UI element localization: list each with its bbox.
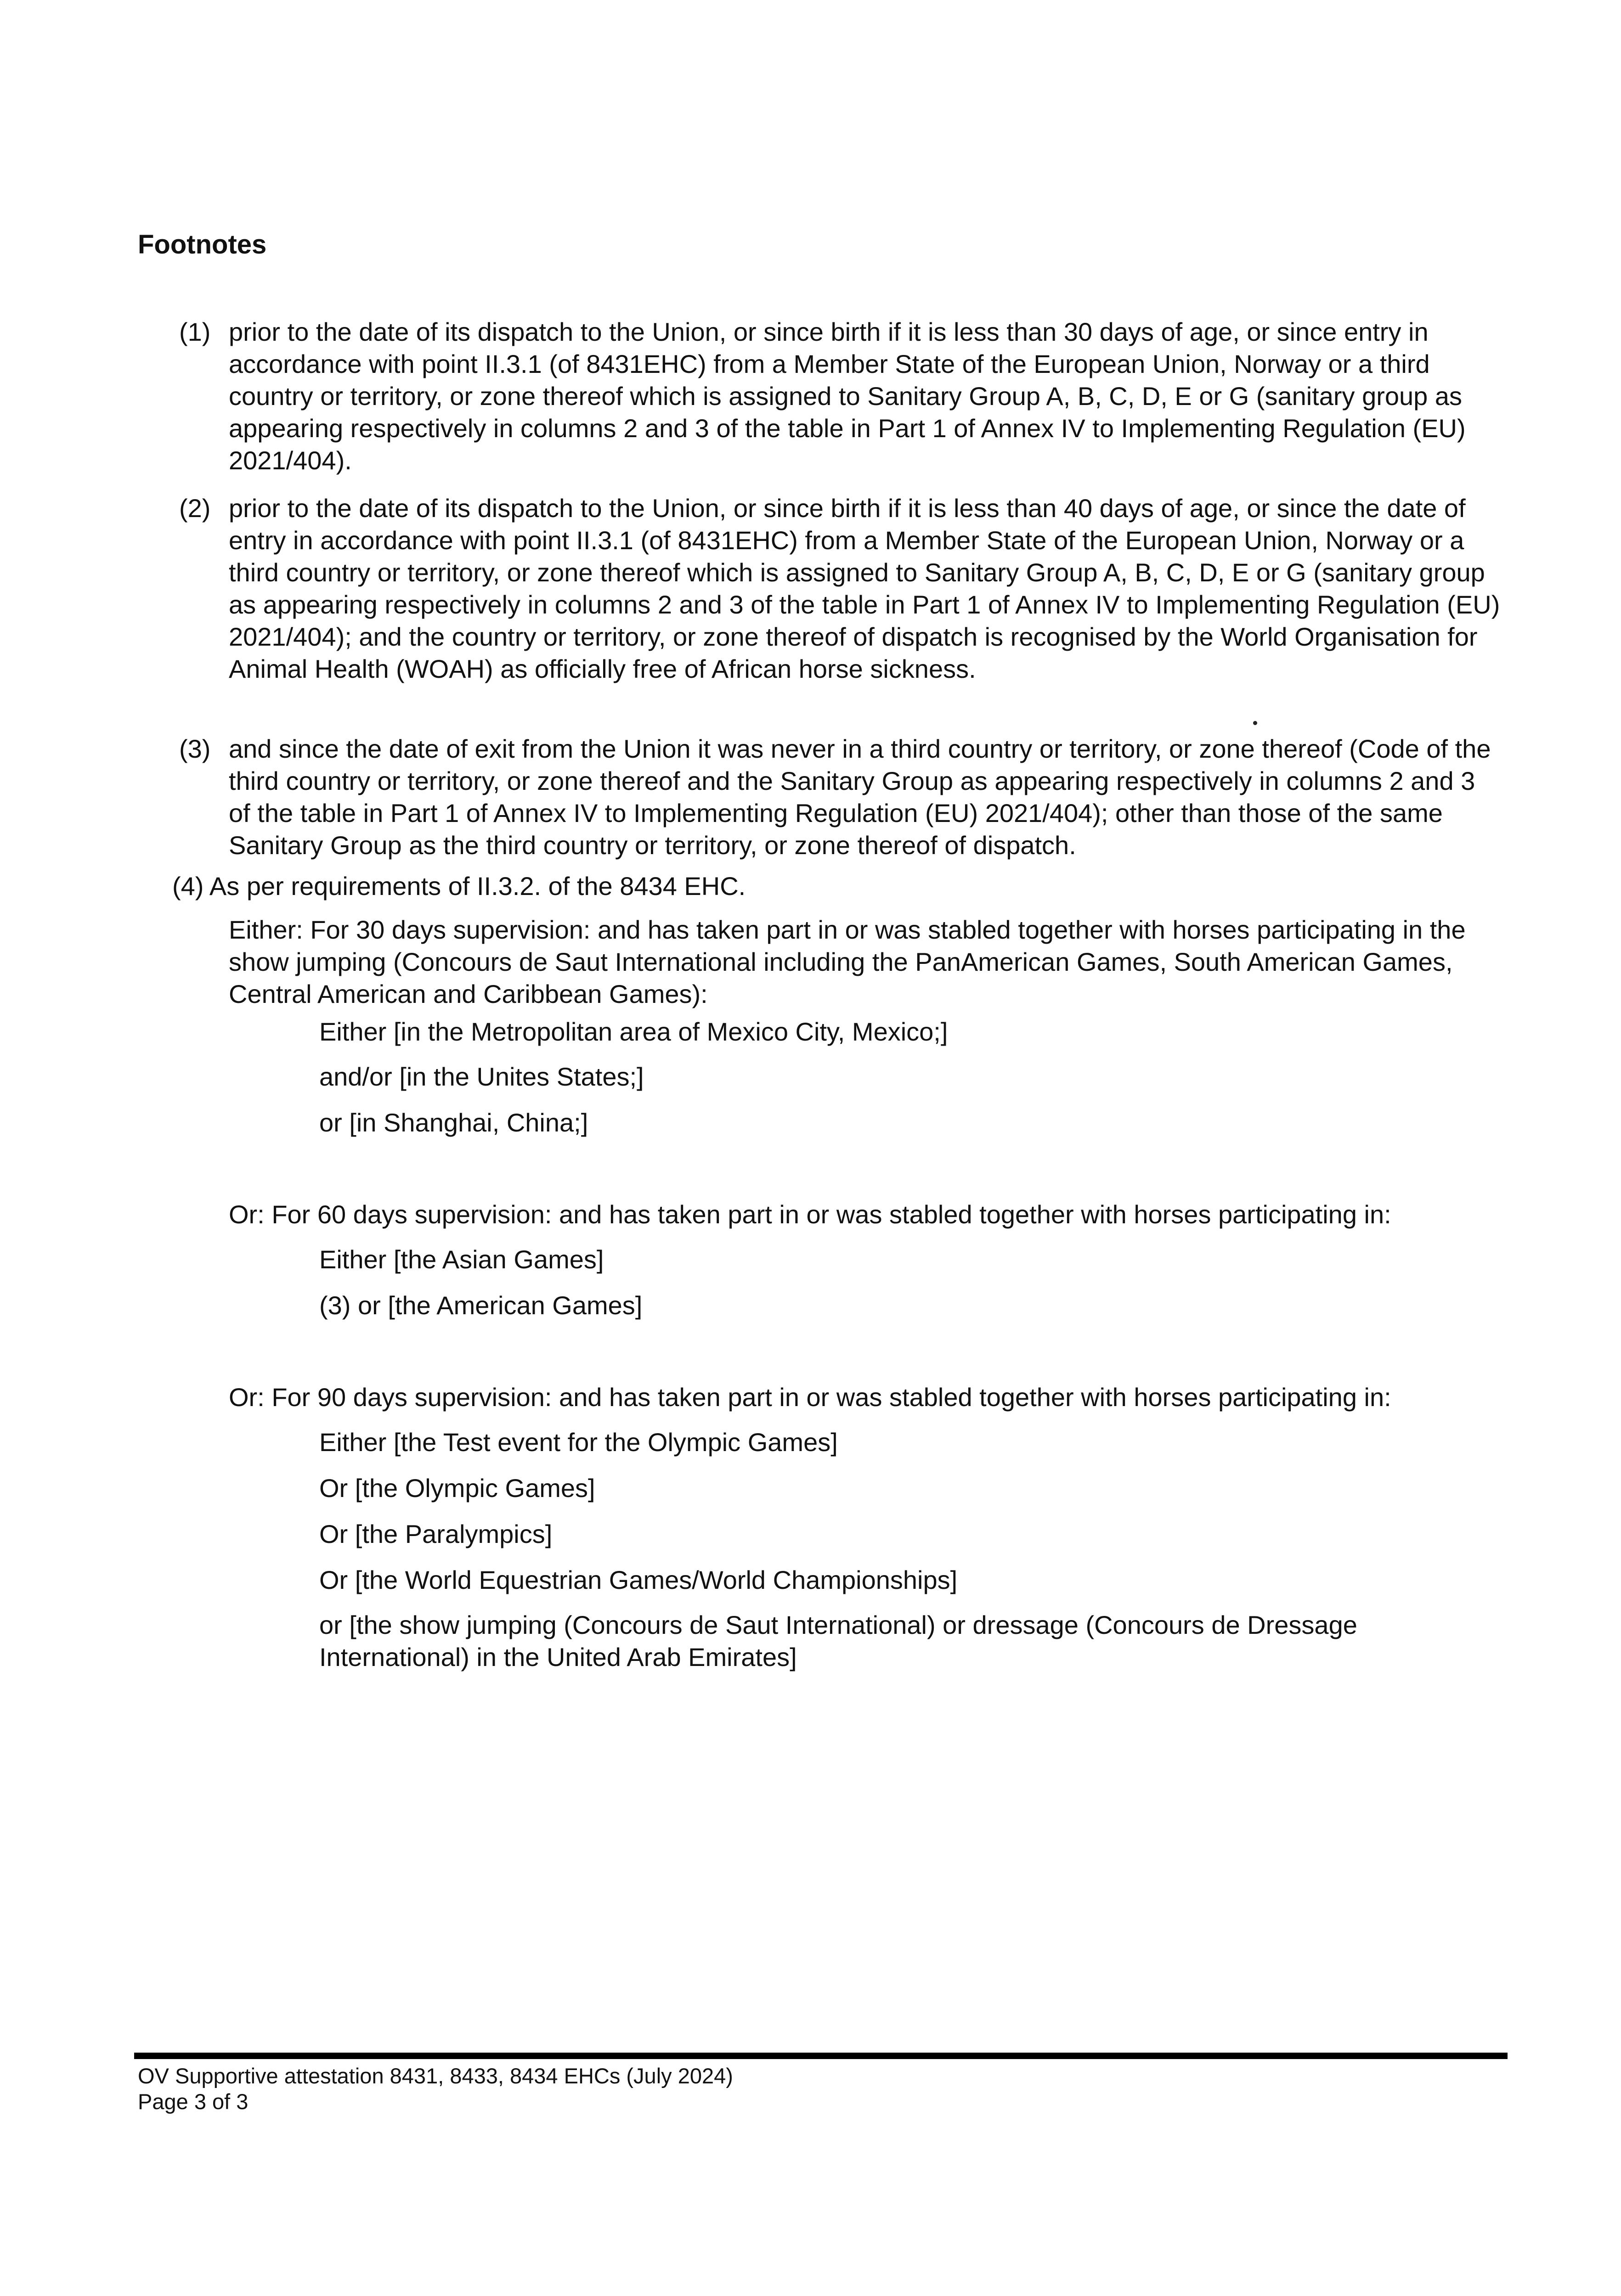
list-30-item-2: and/or [in the Unites States;] — [319, 1062, 644, 1091]
or-60-days: Or: For 60 days supervision: and has taken part in or was stabled together with horses participating in: — [229, 1200, 1391, 1229]
list-60-item-1: Either [the Asian Games] — [319, 1245, 604, 1274]
list-90-item-2: Or [the Olympic Games] — [319, 1474, 595, 1503]
list-30-item-1: Either [in the Metropolitan area of Mexico City, Mexico;] — [319, 1017, 948, 1046]
list-90-item-3: Or [the Paralympics] — [319, 1519, 553, 1548]
footnotes-heading: Footnotes — [138, 230, 267, 259]
list-90-item-1: Either [the Test event for the Olympic Games] — [319, 1428, 838, 1457]
either-30-days: Either: For 30 days supervision: and has taken part in or was stabled together with horses participating in the show jumping (Concours de Saut International including the PanAmerican Games, South American Games, Central American and Caribbean Games): — [229, 915, 1466, 1008]
footnote-text: prior to the date of its dispatch to the Union, or since birth if it is less than 30 days of age, or since entry in accordance with point II.3.1 (of 8431EHC) from a Member State of the European Union, Norway or a third country or territory, or zone thereof which is assigned to Sanitary Group A, B, C, D, E or G (sanitary group as appearing respectively in columns 2 and 3 of the table in Part 1 of Annex IV to Implementing Regulation (EU) 2021/404). — [229, 317, 1466, 475]
footnote-number: (1) — [179, 317, 211, 346]
list-90-item-4: Or [the World Equestrian Games/World Championships] — [319, 1565, 958, 1594]
footer-document-title: OV Supportive attestation 8431, 8433, 8434 EHCs (July 2024) — [138, 2064, 733, 2088]
stray-mark — [1253, 721, 1257, 725]
footnote-text: and since the date of exit from the Union it was never in a third country or territory, or zone thereof (Code of the third country or territory, or zone thereof and the Sanitary Group as appearing respectively in columns 2 and 3 of the table in Part 1 of Annex IV to Implementing Regulation (EU) 2021/404); other than those of the same Sanitary Group as the third country or territory, or zone thereof of dispatch. — [229, 734, 1491, 860]
note-4-title: (4) As per requirements of II.3.2. of the 8434 EHC. — [172, 872, 746, 900]
footnote-number: (2) — [179, 494, 211, 523]
list-60-item-2: (3) or [the American Games] — [319, 1291, 643, 1320]
list-30-item-3: or [in Shanghai, China;] — [319, 1108, 588, 1137]
footnote-3 — [179, 733, 1502, 861]
footnote-text: prior to the date of its dispatch to the Union, or since birth if it is less than 40 days of age, or since the date of entry in accordance with point II.3.1 (of 8431EHC) from a Member State of the European Union, Norway or a third country or territory, or zone thereof which is assigned to Sanitary Group A, B, C, D, E or G (sanitary group as appearing respectively in columns 2 and 3 of the table in Part 1 of Annex IV to Implementing Regulation (EU) 2021/404); and the country or territory, or zone thereof of dispatch is recognised by the World Organisation for Animal Health (WOAH) as officially free of African horse sickness. — [229, 494, 1500, 683]
footnote-2 — [179, 492, 1502, 685]
footer-rule — [134, 2053, 1508, 2059]
or-90-days: Or: For 90 days supervision: and has taken part in or was stabled together with horses participating in: — [229, 1383, 1391, 1412]
footer-page-number: Page 3 of 3 — [138, 2089, 249, 2114]
list-90-item-5: or [the show jumping (Concours de Saut International) or dressage (Concours de Dressage International) in the United Arab Emirates] — [319, 1610, 1357, 1671]
footnote-1 — [179, 316, 1502, 477]
footnote-number: (3) — [179, 734, 211, 763]
